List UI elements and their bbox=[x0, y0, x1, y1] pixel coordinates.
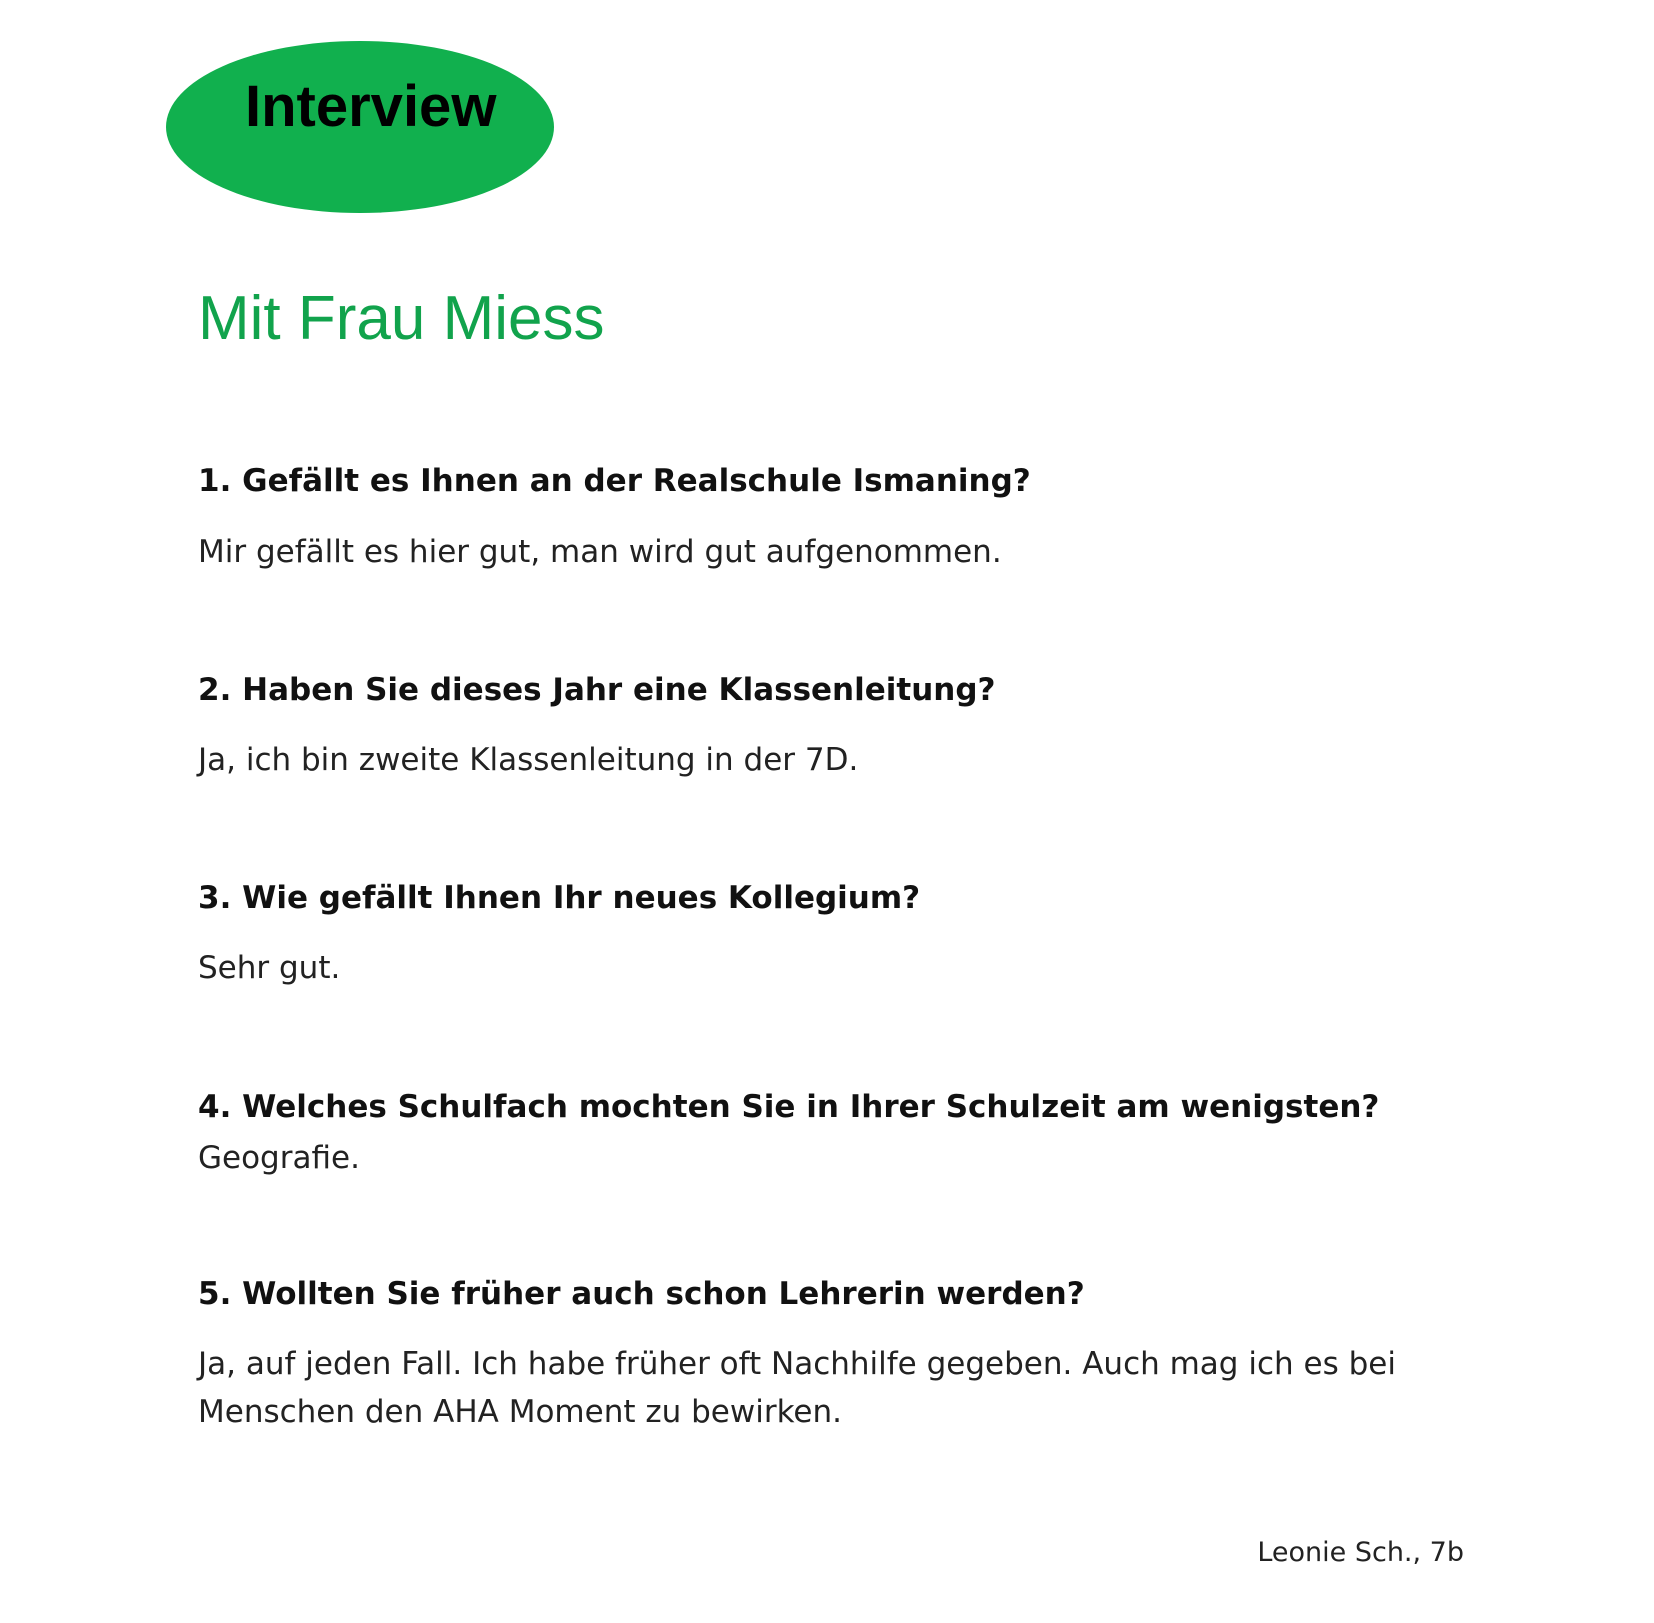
answer-3: Sehr gut. bbox=[198, 950, 341, 986]
answer-5: Ja, auf jeden Fall. Ich habe früher oft Nachhilfe gegeben. Auch mag ich es bei Menschen den AHA Moment zu bewirken. bbox=[198, 1346, 1396, 1430]
page-subtitle: Mit Frau Miess bbox=[198, 284, 605, 353]
answer-2: Ja, ich bin zweite Klassenleitung in der 7D. bbox=[198, 742, 859, 778]
answer-1: Mir gefällt es hier gut, man wird gut aufgenommen. bbox=[198, 534, 1002, 570]
page-title: Interview bbox=[245, 74, 497, 139]
question-4: 4. Welches Schulfach mochten Sie in Ihrer Schulzeit am wenigsten? bbox=[198, 1089, 1380, 1125]
question-2: 2. Haben Sie dieses Jahr eine Klassenleitung? bbox=[198, 672, 996, 708]
author-signature: Leonie Sch., 7b bbox=[1257, 1537, 1464, 1568]
question-5: 5. Wollten Sie früher auch schon Lehrerin werden? bbox=[198, 1276, 1085, 1312]
question-1: 1. Gefällt es Ihnen an der Realschule Ismaning? bbox=[198, 463, 1031, 499]
answer-4: Geografie. bbox=[198, 1140, 360, 1176]
question-3: 3. Wie gefällt Ihnen Ihr neues Kollegium? bbox=[198, 880, 921, 916]
